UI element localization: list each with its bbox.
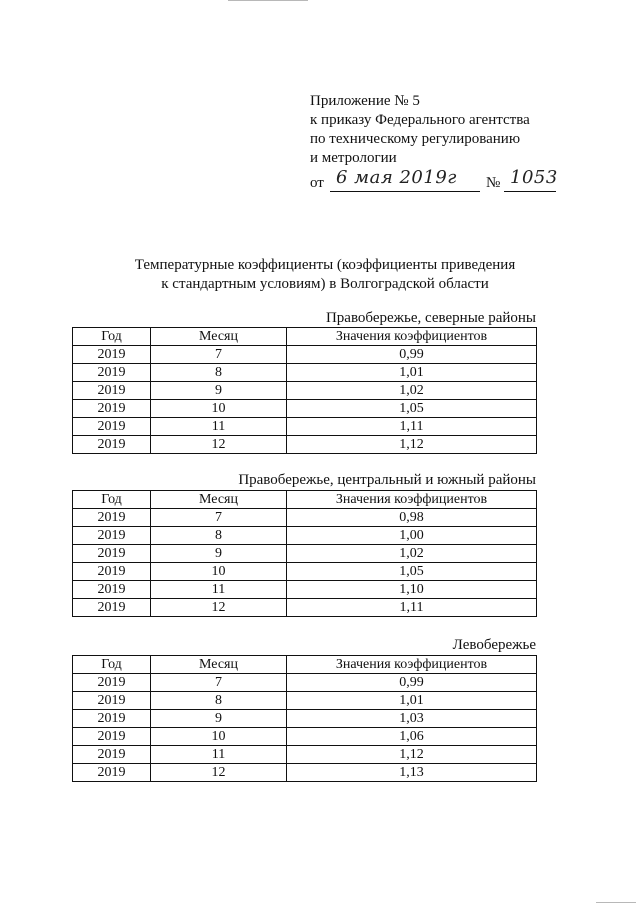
cell-year: 2019 — [73, 418, 151, 436]
cell-year: 2019 — [73, 674, 151, 692]
column-header-month: Месяц — [151, 491, 287, 509]
handwritten-number: 1053 — [510, 167, 558, 188]
column-header-value: Значения коэффициентов — [287, 491, 537, 509]
cell-value: 1,00 — [287, 527, 537, 545]
coefficients-table — [72, 490, 537, 617]
cell-year: 2019 — [73, 599, 151, 617]
region-label: Левобережье — [452, 637, 536, 653]
table-row — [73, 346, 537, 364]
table-row — [73, 710, 537, 728]
cell-value: 1,11 — [287, 418, 537, 436]
cell-month: 7 — [151, 346, 287, 364]
cell-month: 12 — [151, 764, 287, 782]
cell-year: 2019 — [73, 545, 151, 563]
column-header-value: Значения коэффициентов — [287, 328, 537, 346]
appendix-line: Приложение № 5 — [310, 93, 420, 109]
cell-value: 0,99 — [287, 674, 537, 692]
column-header-year: Год — [73, 656, 151, 674]
table-row — [73, 436, 537, 454]
order-line-2: по техническому регулированию — [310, 131, 521, 147]
cell-month: 11 — [151, 418, 287, 436]
cell-value: 0,98 — [287, 509, 537, 527]
cell-year: 2019 — [73, 746, 151, 764]
cell-year: 2019 — [73, 563, 151, 581]
table-header-row — [73, 328, 537, 346]
cell-month: 8 — [151, 364, 287, 382]
table-row — [73, 599, 537, 617]
cell-year: 2019 — [73, 346, 151, 364]
cell-value: 1,10 — [287, 581, 537, 599]
table-row — [73, 692, 537, 710]
cell-year: 2019 — [73, 509, 151, 527]
cell-year: 2019 — [73, 400, 151, 418]
table-header-row — [73, 656, 537, 674]
appendix-header — [310, 92, 590, 196]
table-row — [73, 581, 537, 599]
table-row — [73, 728, 537, 746]
cell-value: 0,99 — [287, 346, 537, 364]
region-label: Правобережье, центральный и южный районы — [238, 472, 536, 488]
cell-month: 10 — [151, 563, 287, 581]
cell-value: 1,06 — [287, 728, 537, 746]
title-line-2: к стандартным условиям) в Волгоградской области — [161, 276, 489, 292]
cell-month: 12 — [151, 599, 287, 617]
cell-year: 2019 — [73, 382, 151, 400]
cell-year: 2019 — [73, 710, 151, 728]
column-header-year: Год — [73, 491, 151, 509]
cell-value: 1,11 — [287, 599, 537, 617]
cell-value: 1,02 — [287, 545, 537, 563]
table-row — [73, 364, 537, 382]
scan-edge-top — [228, 0, 308, 1]
column-header-month: Месяц — [151, 328, 287, 346]
handwritten-date: 6 мая 2019г — [336, 167, 457, 188]
cell-year: 2019 — [73, 581, 151, 599]
cell-value: 1,05 — [287, 400, 537, 418]
table-row — [73, 563, 537, 581]
column-header-year: Год — [73, 328, 151, 346]
coefficients-table — [72, 327, 537, 454]
table-row — [73, 418, 537, 436]
cell-value: 1,13 — [287, 764, 537, 782]
table-row — [73, 527, 537, 545]
cell-value: 1,01 — [287, 364, 537, 382]
document-title — [80, 256, 570, 294]
cell-value: 1,02 — [287, 382, 537, 400]
table-row — [73, 746, 537, 764]
cell-value: 1,03 — [287, 710, 537, 728]
table-row — [73, 545, 537, 563]
table-row — [73, 764, 537, 782]
coefficients-table — [72, 655, 537, 782]
cell-month: 9 — [151, 382, 287, 400]
table-row — [73, 400, 537, 418]
cell-month: 8 — [151, 692, 287, 710]
cell-month: 12 — [151, 436, 287, 454]
cell-value: 1,12 — [287, 746, 537, 764]
cell-year: 2019 — [73, 527, 151, 545]
cell-value: 1,12 — [287, 436, 537, 454]
table-row — [73, 509, 537, 527]
order-line-3: и метрологии — [310, 150, 397, 166]
cell-year: 2019 — [73, 728, 151, 746]
table-row — [73, 382, 537, 400]
scan-edge-bottom — [596, 902, 636, 903]
cell-year: 2019 — [73, 436, 151, 454]
region-label: Правобережье, северные районы — [325, 310, 536, 326]
column-header-month: Месяц — [151, 656, 287, 674]
date-number-row — [310, 167, 590, 196]
cell-year: 2019 — [73, 764, 151, 782]
title-line-1: Температурные коэффициенты (коэффициенты приведения — [134, 257, 516, 273]
table-row — [73, 674, 537, 692]
cell-month: 10 — [151, 728, 287, 746]
cell-year: 2019 — [73, 364, 151, 382]
number-label: № — [486, 175, 501, 191]
cell-value: 1,05 — [287, 563, 537, 581]
number-underline — [504, 191, 556, 192]
date-underline — [330, 191, 480, 192]
cell-month: 7 — [151, 674, 287, 692]
cell-month: 10 — [151, 400, 287, 418]
cell-month: 11 — [151, 581, 287, 599]
cell-month: 11 — [151, 746, 287, 764]
order-line-1: к приказу Федерального агентства — [310, 112, 530, 128]
from-label: от — [310, 175, 324, 191]
cell-month: 9 — [151, 545, 287, 563]
cell-month: 7 — [151, 509, 287, 527]
cell-month: 9 — [151, 710, 287, 728]
column-header-value: Значения коэффициентов — [287, 656, 537, 674]
cell-value: 1,01 — [287, 692, 537, 710]
cell-year: 2019 — [73, 692, 151, 710]
table-header-row — [73, 491, 537, 509]
cell-month: 8 — [151, 527, 287, 545]
